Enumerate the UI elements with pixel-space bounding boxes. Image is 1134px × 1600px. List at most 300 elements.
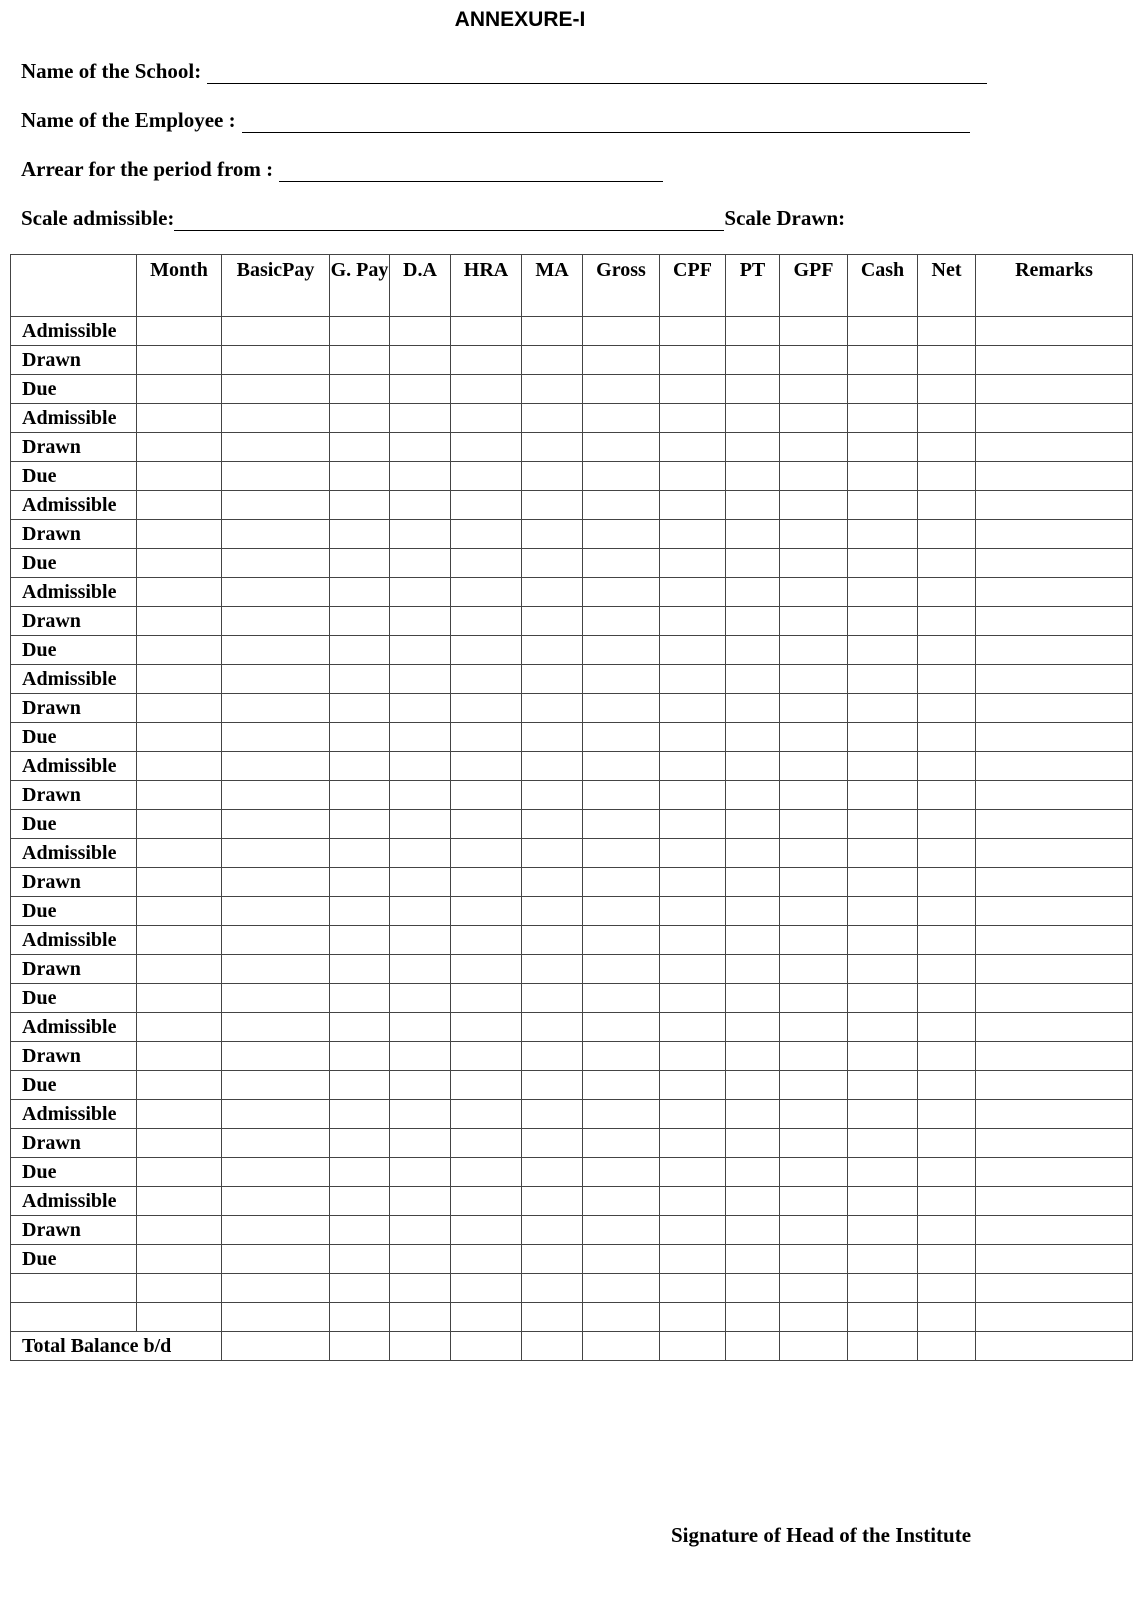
entry-cell[interactable] — [660, 926, 726, 955]
entry-cell[interactable] — [390, 549, 451, 578]
entry-cell[interactable] — [137, 1100, 222, 1129]
entry-cell[interactable] — [451, 984, 522, 1013]
entry-cell[interactable] — [390, 491, 451, 520]
entry-cell[interactable] — [522, 839, 583, 868]
entry-cell[interactable] — [976, 607, 1133, 636]
entry-cell[interactable] — [918, 404, 976, 433]
entry-cell[interactable] — [330, 491, 390, 520]
entry-cell[interactable] — [726, 1042, 780, 1071]
entry-cell[interactable] — [451, 752, 522, 781]
entry-cell[interactable] — [780, 839, 848, 868]
entry-cell[interactable] — [726, 1071, 780, 1100]
entry-cell[interactable] — [726, 462, 780, 491]
entry-cell[interactable] — [660, 1158, 726, 1187]
entry-cell[interactable] — [976, 462, 1133, 491]
entry-cell[interactable] — [451, 549, 522, 578]
entry-cell[interactable] — [390, 984, 451, 1013]
entry-cell[interactable] — [780, 1129, 848, 1158]
entry-cell[interactable] — [583, 491, 660, 520]
entry-cell[interactable] — [137, 462, 222, 491]
entry-cell[interactable] — [137, 520, 222, 549]
entry-cell[interactable] — [918, 1042, 976, 1071]
entry-cell[interactable] — [780, 897, 848, 926]
entry-cell[interactable] — [451, 723, 522, 752]
entry-cell[interactable] — [780, 1158, 848, 1187]
entry-cell[interactable] — [222, 665, 330, 694]
entry-cell[interactable] — [976, 1129, 1133, 1158]
entry-cell[interactable] — [660, 520, 726, 549]
entry-cell[interactable] — [451, 781, 522, 810]
entry-cell[interactable] — [583, 810, 660, 839]
entry-cell[interactable] — [660, 549, 726, 578]
entry-cell[interactable] — [976, 317, 1133, 346]
entry-cell[interactable] — [451, 375, 522, 404]
entry-cell[interactable] — [660, 839, 726, 868]
entry-cell[interactable] — [918, 694, 976, 723]
entry-cell[interactable] — [390, 955, 451, 984]
entry-cell[interactable] — [583, 1071, 660, 1100]
entry-cell[interactable] — [222, 955, 330, 984]
entry-cell[interactable] — [390, 694, 451, 723]
entry-cell[interactable] — [918, 955, 976, 984]
entry-cell[interactable] — [780, 1042, 848, 1071]
entry-cell[interactable] — [330, 955, 390, 984]
entry-cell[interactable] — [660, 1245, 726, 1274]
entry-cell[interactable] — [390, 839, 451, 868]
entry-cell[interactable] — [848, 375, 918, 404]
entry-cell[interactable] — [660, 752, 726, 781]
entry-cell[interactable] — [451, 1216, 522, 1245]
entry-cell[interactable] — [583, 636, 660, 665]
entry-cell[interactable] — [222, 404, 330, 433]
entry-cell[interactable] — [780, 1216, 848, 1245]
entry-cell[interactable] — [780, 607, 848, 636]
entry-cell[interactable] — [451, 462, 522, 491]
entry-cell[interactable] — [222, 1042, 330, 1071]
entry-cell[interactable] — [330, 781, 390, 810]
entry-cell[interactable] — [330, 897, 390, 926]
entry-cell[interactable] — [522, 1071, 583, 1100]
entry-cell[interactable] — [726, 694, 780, 723]
entry-cell[interactable] — [451, 1129, 522, 1158]
entry-cell[interactable] — [330, 462, 390, 491]
entry-cell[interactable] — [848, 1216, 918, 1245]
entry-cell[interactable] — [583, 1129, 660, 1158]
entry-cell[interactable] — [583, 607, 660, 636]
entry-cell[interactable] — [137, 375, 222, 404]
total-cell[interactable] — [330, 1332, 390, 1361]
entry-cell[interactable] — [451, 839, 522, 868]
entry-cell[interactable] — [583, 897, 660, 926]
entry-cell[interactable] — [451, 955, 522, 984]
entry-cell[interactable] — [522, 462, 583, 491]
entry-cell[interactable] — [848, 1245, 918, 1274]
entry-cell[interactable] — [918, 1187, 976, 1216]
entry-cell[interactable] — [451, 1187, 522, 1216]
entry-cell[interactable] — [330, 839, 390, 868]
entry-cell[interactable] — [222, 375, 330, 404]
entry-cell[interactable] — [918, 520, 976, 549]
entry-cell[interactable] — [390, 520, 451, 549]
entry-cell[interactable] — [726, 1129, 780, 1158]
entry-cell[interactable] — [522, 549, 583, 578]
entry-cell[interactable] — [848, 868, 918, 897]
entry-cell[interactable] — [583, 549, 660, 578]
entry-cell[interactable] — [660, 346, 726, 375]
entry-cell[interactable] — [918, 665, 976, 694]
entry-cell[interactable] — [451, 1013, 522, 1042]
entry-cell[interactable] — [726, 607, 780, 636]
entry-cell[interactable] — [390, 375, 451, 404]
entry-cell[interactable] — [918, 636, 976, 665]
entry-cell[interactable] — [330, 346, 390, 375]
entry-cell[interactable] — [451, 694, 522, 723]
entry-cell[interactable] — [918, 868, 976, 897]
entry-cell[interactable] — [451, 810, 522, 839]
entry-cell[interactable] — [976, 1071, 1133, 1100]
entry-cell[interactable] — [660, 375, 726, 404]
entry-cell[interactable] — [848, 955, 918, 984]
entry-cell[interactable] — [522, 665, 583, 694]
entry-cell[interactable] — [522, 897, 583, 926]
entry-cell[interactable] — [848, 752, 918, 781]
entry-cell[interactable] — [222, 578, 330, 607]
entry-cell[interactable] — [848, 926, 918, 955]
entry-cell[interactable] — [390, 404, 451, 433]
entry-cell[interactable] — [330, 1100, 390, 1129]
entry-cell[interactable] — [222, 868, 330, 897]
entry-cell[interactable] — [390, 433, 451, 462]
entry-cell[interactable] — [583, 1187, 660, 1216]
entry-cell[interactable] — [330, 1042, 390, 1071]
entry-cell[interactable] — [660, 317, 726, 346]
entry-cell[interactable] — [137, 1042, 222, 1071]
entry-cell[interactable] — [137, 578, 222, 607]
entry-cell[interactable] — [660, 1303, 726, 1332]
entry-cell[interactable] — [918, 433, 976, 462]
entry-cell[interactable] — [976, 752, 1133, 781]
entry-cell[interactable] — [976, 636, 1133, 665]
entry-cell[interactable] — [222, 636, 330, 665]
entry-cell[interactable] — [330, 1071, 390, 1100]
entry-cell[interactable] — [780, 752, 848, 781]
entry-cell[interactable] — [522, 1245, 583, 1274]
entry-cell[interactable] — [330, 607, 390, 636]
entry-cell[interactable] — [726, 1100, 780, 1129]
entry-cell[interactable] — [390, 1303, 451, 1332]
entry-cell[interactable] — [660, 665, 726, 694]
entry-cell[interactable] — [780, 955, 848, 984]
entry-cell[interactable] — [137, 549, 222, 578]
entry-cell[interactable] — [660, 578, 726, 607]
entry-cell[interactable] — [976, 1042, 1133, 1071]
entry-cell[interactable] — [583, 1245, 660, 1274]
entry-cell[interactable] — [918, 317, 976, 346]
entry-cell[interactable] — [848, 549, 918, 578]
entry-cell[interactable] — [660, 723, 726, 752]
entry-cell[interactable] — [522, 1274, 583, 1303]
entry-cell[interactable] — [583, 839, 660, 868]
entry-cell[interactable] — [451, 897, 522, 926]
entry-cell[interactable] — [330, 1245, 390, 1274]
entry-cell[interactable] — [780, 549, 848, 578]
entry-cell[interactable] — [522, 375, 583, 404]
entry-cell[interactable] — [660, 781, 726, 810]
entry-cell[interactable] — [918, 723, 976, 752]
entry-cell[interactable] — [583, 346, 660, 375]
entry-cell[interactable] — [137, 1158, 222, 1187]
entry-cell[interactable] — [522, 1216, 583, 1245]
entry-cell[interactable] — [848, 1158, 918, 1187]
entry-cell[interactable] — [330, 694, 390, 723]
entry-cell[interactable] — [726, 1158, 780, 1187]
entry-cell[interactable] — [780, 433, 848, 462]
entry-cell[interactable] — [390, 1042, 451, 1071]
entry-cell[interactable] — [918, 462, 976, 491]
entry-cell[interactable] — [918, 926, 976, 955]
entry-cell[interactable] — [726, 752, 780, 781]
entry-cell[interactable] — [848, 1303, 918, 1332]
entry-cell[interactable] — [726, 1303, 780, 1332]
entry-cell[interactable] — [222, 1071, 330, 1100]
entry-cell[interactable] — [330, 375, 390, 404]
entry-cell[interactable] — [222, 1187, 330, 1216]
entry-cell[interactable] — [976, 810, 1133, 839]
entry-cell[interactable] — [222, 752, 330, 781]
entry-cell[interactable] — [522, 491, 583, 520]
entry-cell[interactable] — [848, 839, 918, 868]
entry-cell[interactable] — [222, 1013, 330, 1042]
entry-cell[interactable] — [780, 723, 848, 752]
entry-cell[interactable] — [137, 752, 222, 781]
entry-cell[interactable] — [330, 433, 390, 462]
total-cell[interactable] — [976, 1332, 1133, 1361]
entry-cell[interactable] — [848, 781, 918, 810]
entry-cell[interactable] — [330, 1129, 390, 1158]
entry-cell[interactable] — [583, 665, 660, 694]
entry-cell[interactable] — [848, 636, 918, 665]
entry-cell[interactable] — [780, 1274, 848, 1303]
entry-cell[interactable] — [726, 404, 780, 433]
entry-cell[interactable] — [918, 839, 976, 868]
entry-cell[interactable] — [390, 607, 451, 636]
entry-cell[interactable] — [848, 984, 918, 1013]
entry-cell[interactable] — [330, 723, 390, 752]
entry-cell[interactable] — [976, 781, 1133, 810]
scale-admissible-blank[interactable] — [174, 210, 724, 231]
entry-cell[interactable] — [726, 549, 780, 578]
entry-cell[interactable] — [451, 1071, 522, 1100]
entry-cell[interactable] — [222, 520, 330, 549]
entry-cell[interactable] — [390, 1187, 451, 1216]
entry-cell[interactable] — [522, 607, 583, 636]
entry-cell[interactable] — [976, 346, 1133, 375]
entry-cell[interactable] — [660, 984, 726, 1013]
entry-cell[interactable] — [137, 636, 222, 665]
entry-cell[interactable] — [848, 1071, 918, 1100]
entry-cell[interactable] — [918, 1303, 976, 1332]
entry-cell[interactable] — [222, 897, 330, 926]
entry-cell[interactable] — [522, 636, 583, 665]
total-cell[interactable] — [222, 1332, 330, 1361]
entry-cell[interactable] — [660, 433, 726, 462]
entry-cell[interactable] — [522, 1013, 583, 1042]
entry-cell[interactable] — [780, 1245, 848, 1274]
entry-cell[interactable] — [780, 984, 848, 1013]
entry-cell[interactable] — [330, 578, 390, 607]
entry-cell[interactable] — [451, 607, 522, 636]
entry-cell[interactable] — [222, 926, 330, 955]
entry-cell[interactable] — [390, 636, 451, 665]
entry-cell[interactable] — [726, 926, 780, 955]
entry-cell[interactable] — [222, 1303, 330, 1332]
entry-cell[interactable] — [583, 868, 660, 897]
entry-cell[interactable] — [848, 1042, 918, 1071]
entry-cell[interactable] — [583, 723, 660, 752]
entry-cell[interactable] — [222, 810, 330, 839]
entry-cell[interactable] — [451, 1100, 522, 1129]
entry-cell[interactable] — [583, 1158, 660, 1187]
entry-cell[interactable] — [976, 1187, 1133, 1216]
entry-cell[interactable] — [451, 520, 522, 549]
entry-cell[interactable] — [660, 462, 726, 491]
entry-cell[interactable] — [330, 1013, 390, 1042]
entry-cell[interactable] — [726, 839, 780, 868]
entry-cell[interactable] — [390, 665, 451, 694]
entry-cell[interactable] — [726, 317, 780, 346]
entry-cell[interactable] — [726, 491, 780, 520]
entry-cell[interactable] — [222, 781, 330, 810]
entry-cell[interactable] — [390, 1129, 451, 1158]
entry-cell[interactable] — [726, 810, 780, 839]
entry-cell[interactable] — [780, 317, 848, 346]
entry-cell[interactable] — [330, 868, 390, 897]
entry-cell[interactable] — [976, 404, 1133, 433]
entry-cell[interactable] — [390, 1100, 451, 1129]
entry-cell[interactable] — [918, 1216, 976, 1245]
entry-cell[interactable] — [222, 462, 330, 491]
entry-cell[interactable] — [976, 1100, 1133, 1129]
entry-cell[interactable] — [390, 346, 451, 375]
entry-cell[interactable] — [390, 578, 451, 607]
entry-cell[interactable] — [918, 578, 976, 607]
entry-cell[interactable] — [522, 723, 583, 752]
entry-cell[interactable] — [976, 1216, 1133, 1245]
entry-cell[interactable] — [222, 723, 330, 752]
entry-cell[interactable] — [222, 346, 330, 375]
entry-cell[interactable] — [583, 404, 660, 433]
entry-cell[interactable] — [390, 926, 451, 955]
entry-cell[interactable] — [522, 955, 583, 984]
entry-cell[interactable] — [583, 375, 660, 404]
entry-cell[interactable] — [848, 1187, 918, 1216]
entry-cell[interactable] — [222, 984, 330, 1013]
entry-cell[interactable] — [780, 520, 848, 549]
entry-cell[interactable] — [848, 578, 918, 607]
entry-cell[interactable] — [137, 491, 222, 520]
entry-cell[interactable] — [522, 810, 583, 839]
entry-cell[interactable] — [390, 1013, 451, 1042]
entry-cell[interactable] — [137, 1071, 222, 1100]
entry-cell[interactable] — [726, 433, 780, 462]
entry-cell[interactable] — [918, 491, 976, 520]
entry-cell[interactable] — [222, 1216, 330, 1245]
entry-cell[interactable] — [780, 1187, 848, 1216]
entry-cell[interactable] — [918, 1158, 976, 1187]
entry-cell[interactable] — [726, 955, 780, 984]
entry-cell[interactable] — [726, 665, 780, 694]
entry-cell[interactable] — [780, 810, 848, 839]
entry-cell[interactable] — [522, 1158, 583, 1187]
entry-cell[interactable] — [522, 520, 583, 549]
entry-cell[interactable] — [780, 694, 848, 723]
entry-cell[interactable] — [451, 578, 522, 607]
entry-cell[interactable] — [780, 868, 848, 897]
entry-cell[interactable] — [222, 1129, 330, 1158]
entry-cell[interactable] — [583, 984, 660, 1013]
entry-cell[interactable] — [522, 404, 583, 433]
entry-cell[interactable] — [583, 578, 660, 607]
entry-cell[interactable] — [848, 520, 918, 549]
arrear-period-blank[interactable] — [279, 161, 663, 182]
entry-cell[interactable] — [848, 1129, 918, 1158]
entry-cell[interactable] — [522, 1129, 583, 1158]
entry-cell[interactable] — [726, 578, 780, 607]
total-cell[interactable] — [848, 1332, 918, 1361]
entry-cell[interactable] — [330, 1216, 390, 1245]
entry-cell[interactable] — [330, 404, 390, 433]
entry-cell[interactable] — [780, 491, 848, 520]
entry-cell[interactable] — [222, 317, 330, 346]
entry-cell[interactable] — [222, 1245, 330, 1274]
entry-cell[interactable] — [780, 375, 848, 404]
entry-cell[interactable] — [848, 491, 918, 520]
entry-cell[interactable] — [330, 665, 390, 694]
entry-cell[interactable] — [451, 665, 522, 694]
entry-cell[interactable] — [330, 1187, 390, 1216]
entry-cell[interactable] — [137, 433, 222, 462]
entry-cell[interactable] — [848, 897, 918, 926]
entry-cell[interactable] — [726, 1245, 780, 1274]
entry-cell[interactable] — [330, 1274, 390, 1303]
entry-cell[interactable] — [583, 1274, 660, 1303]
entry-cell[interactable] — [848, 1013, 918, 1042]
entry-cell[interactable] — [522, 781, 583, 810]
entry-cell[interactable] — [660, 404, 726, 433]
entry-cell[interactable] — [780, 781, 848, 810]
entry-cell[interactable] — [330, 636, 390, 665]
entry-cell[interactable] — [918, 897, 976, 926]
entry-cell[interactable] — [660, 1129, 726, 1158]
entry-cell[interactable] — [976, 578, 1133, 607]
entry-cell[interactable] — [660, 868, 726, 897]
entry-cell[interactable] — [222, 1158, 330, 1187]
entry-cell[interactable] — [330, 520, 390, 549]
entry-cell[interactable] — [848, 665, 918, 694]
entry-cell[interactable] — [137, 810, 222, 839]
entry-cell[interactable] — [780, 1013, 848, 1042]
entry-cell[interactable] — [918, 781, 976, 810]
entry-cell[interactable] — [390, 1245, 451, 1274]
entry-cell[interactable] — [451, 868, 522, 897]
entry-cell[interactable] — [583, 1042, 660, 1071]
entry-cell[interactable] — [660, 491, 726, 520]
total-cell[interactable] — [660, 1332, 726, 1361]
entry-cell[interactable] — [918, 1245, 976, 1274]
entry-cell[interactable] — [660, 1013, 726, 1042]
entry-cell[interactable] — [976, 665, 1133, 694]
entry-cell[interactable] — [726, 636, 780, 665]
